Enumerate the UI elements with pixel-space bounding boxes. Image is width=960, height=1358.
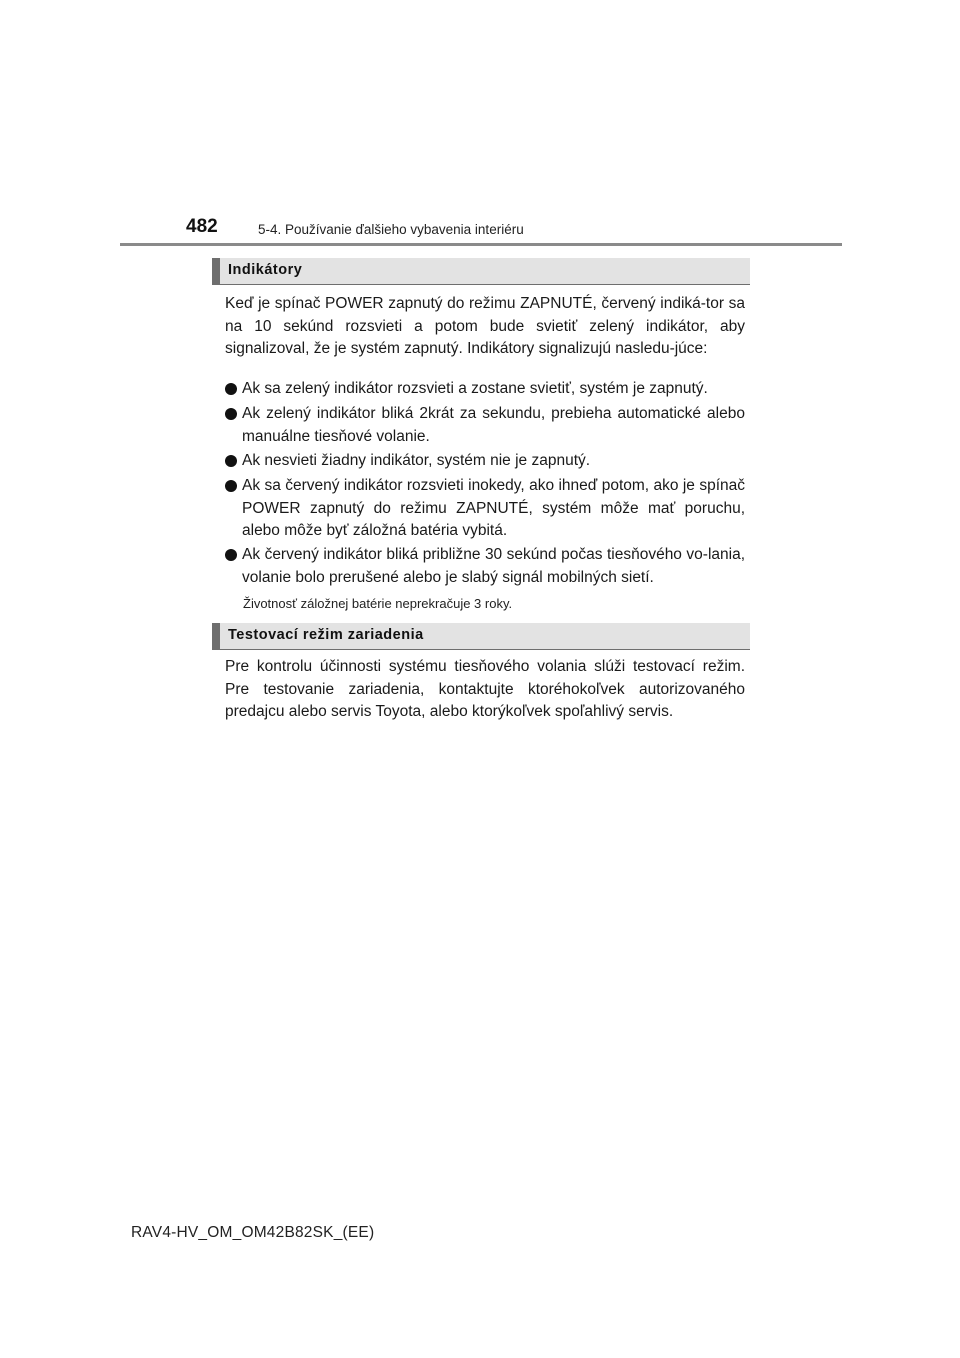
bullet-dot-icon: [225, 383, 237, 395]
indicators-intro: Keď je spínač POWER zapnutý do režimu ZAPNUTÉ, červený indiká-tor sa na 10 sekúnd rozsvieti a potom bude svietiť zelený indikátor, aby signalizoval, že je systém zapnutý. Indikátory signalizujú nasledu-júce:: [225, 295, 745, 357]
bullet-item: [225, 475, 745, 543]
heading-indicators-rule: [212, 284, 750, 285]
bullet-text: Ak nesvieti žiadny indikátor, systém nie je zapnutý.: [242, 452, 591, 469]
battery-note: Životnosť záložnej batérie neprekračuje 3 roky.: [243, 596, 513, 611]
bullet-text: Ak zelený indikátor bliká 2krát za sekundu, prebieha automatické alebo manuálne tiesňové volanie.: [242, 405, 745, 445]
page-number: 482: [186, 216, 218, 237]
header-rule: [120, 243, 842, 246]
bullet-item: [225, 544, 745, 589]
heading-indicators: [212, 258, 750, 284]
test-mode-body: Pre kontrolu účinnosti systému tiesňového volania slúži testovací režim. Pre testovanie zariadenia, kontaktujte ktoréhokoľvek autorizovaného predajcu alebo servis Toyota, alebo ktorýkoľvek spoľahlivý servis.: [225, 658, 745, 720]
bullet-dot-icon: [225, 455, 237, 467]
bullet-item: [225, 403, 745, 448]
bullet-dot-icon: [225, 549, 237, 561]
heading-test-mode-rule: [212, 649, 750, 650]
bullet-text: Ak sa červený indikátor rozsvieti inokedy, ako ihneď potom, ako je spínač POWER zapnutý do režimu ZAPNUTÉ, systém môže mať poruchu, alebo môže byť záložná batéria vybitá.: [242, 477, 745, 539]
bullet-text: Ak sa zelený indikátor rozsvieti a zostane svietiť, systém je zapnutý.: [242, 380, 708, 397]
bullet-text: Ak červený indikátor bliká približne 30 sekúnd počas tiesňového vo-lania, volanie bolo prerušené alebo je slabý signál mobilných sietí.: [242, 546, 745, 586]
bullet-item: [225, 378, 745, 401]
section-path: 5-4. Používanie ďalšieho vybavenia interiéru: [258, 222, 524, 237]
bullet-dot-icon: [225, 480, 237, 492]
bullet-item: [225, 450, 745, 473]
heading-test-mode-label: Testovací režim zariadenia: [228, 627, 424, 643]
heading-test-mode: [212, 623, 750, 649]
document-code: RAV4-HV_OM_OM42B82SK_(EE): [131, 1224, 375, 1241]
heading-indicators-label: Indikátory: [228, 262, 303, 278]
bullet-dot-icon: [225, 408, 237, 420]
